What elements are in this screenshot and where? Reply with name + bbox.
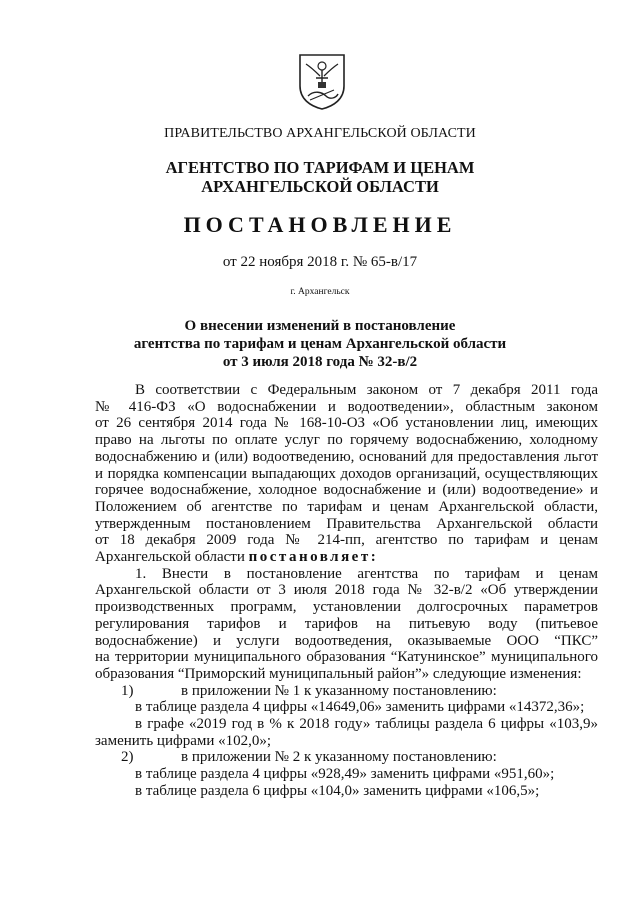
item-1-change-a: в таблице раздела 4 цифры «14649,06» заменить цифрами «14372,36»; bbox=[135, 699, 585, 716]
preamble-line: и порядка компенсации выпадающих доходов организаций, осуществляющих bbox=[95, 465, 598, 482]
preamble-line: Положением об агентстве по тарифам и ценам Архангельской области, bbox=[95, 498, 598, 515]
agency-name bbox=[0, 158, 640, 196]
clause-1-line: водоснабжение) и услуги водоотведения, оказываемые ООО “ПКС” bbox=[95, 632, 598, 649]
item-2-heading bbox=[95, 749, 598, 766]
item-2-number: 2) bbox=[121, 749, 134, 766]
preamble-line: водоснабжению и (или) водоотведению, оснований для предоставления льгот bbox=[95, 448, 598, 465]
clause-1-line: регулирования тарифов и тарифов на питьевую воду (питьевое bbox=[95, 615, 598, 632]
coat-of-arms-icon bbox=[296, 52, 348, 110]
preamble-line: от 18 декабря 2009 года № 214-пп, агентство по тарифам и ценам bbox=[95, 532, 598, 549]
clause-1-line: на территории муниципального образования “Катунинское” муниципального bbox=[95, 649, 598, 666]
document-type-title: ПОСТАНОВЛЕНИЕ bbox=[183, 212, 457, 237]
document-subject bbox=[0, 317, 640, 371]
government-name: ПРАВИТЕЛЬСТВО АРХАНГЕЛЬСКОЙ ОБЛАСТИ bbox=[164, 126, 476, 141]
item-1-change-b: в графе «2019 год в % к 2018 году» таблицы раздела 6 цифры «103,9» bbox=[135, 716, 598, 733]
subject-line-1: О внесении изменений в постановление bbox=[184, 318, 456, 334]
document-date-number: от 22 ноября 2018 г. № 65-в/17 bbox=[222, 254, 418, 270]
preamble-text: Архангельской области bbox=[95, 549, 249, 566]
clause-1-line: производственных программ, установлении долгосрочных параметров bbox=[95, 599, 598, 616]
document-body bbox=[95, 382, 598, 800]
document-city: г. Архангельск bbox=[290, 287, 350, 297]
clause-1-line: образования “Приморский муниципальный район”» следующие изменения: bbox=[95, 665, 582, 682]
item-2-change-a: в таблице раздела 4 цифры «928,49» заменить цифрами «951,60»; bbox=[135, 766, 555, 783]
item-2-change-b: в таблице раздела 6 цифры «104,0» заменить цифрами «106,5»; bbox=[135, 782, 540, 799]
resolves-word: постановляет: bbox=[248, 549, 379, 566]
item-2-text: в приложении № 2 к указанному постановлению: bbox=[181, 749, 497, 766]
preamble-line: от 26 сентября 2014 года № 168-10-ОЗ «Об установлении лиц, имеющих bbox=[95, 415, 598, 432]
preamble-line: горячее водоснабжение, холодное водоснабжение и (или) водоотведение» и bbox=[95, 482, 598, 499]
item-1-heading bbox=[95, 683, 598, 700]
preamble-line: утвержденным постановлением Правительства Архангельской области bbox=[95, 515, 598, 532]
preamble-last-line bbox=[95, 549, 598, 566]
preamble-line: право на льготы по оплате услуг по горячему водоснабжению, холодному bbox=[95, 432, 598, 449]
clause-1-line: Архангельской области от 3 июля 2018 года № 32-в/2 «Об утверждении bbox=[95, 582, 598, 599]
clause-1-line: 1. Внести в постановление агентства по тарифам и ценам bbox=[135, 565, 598, 582]
item-1-change-b-cont: заменить цифрами «102,0»; bbox=[95, 732, 272, 749]
preamble-line: № 416-ФЗ «О водоснабжении и водоотведении», областным законом bbox=[95, 398, 598, 415]
agency-name-line-2: АРХАНГЕЛЬСКОЙ ОБЛАСТИ bbox=[201, 177, 439, 196]
item-1-number: 1) bbox=[121, 682, 134, 699]
item-1-text: в приложении № 1 к указанному постановлению: bbox=[181, 682, 497, 699]
subject-line-3: от 3 июля 2018 года № 32-в/2 bbox=[222, 354, 418, 370]
agency-name-line-1: АГЕНТСТВО ПО ТАРИФАМ И ЦЕНАМ bbox=[165, 158, 475, 177]
subject-line-2: агентства по тарифам и ценам Архангельской области bbox=[133, 336, 507, 352]
preamble-line: В соответствии с Федеральным законом от 7 декабря 2011 года bbox=[135, 382, 598, 398]
